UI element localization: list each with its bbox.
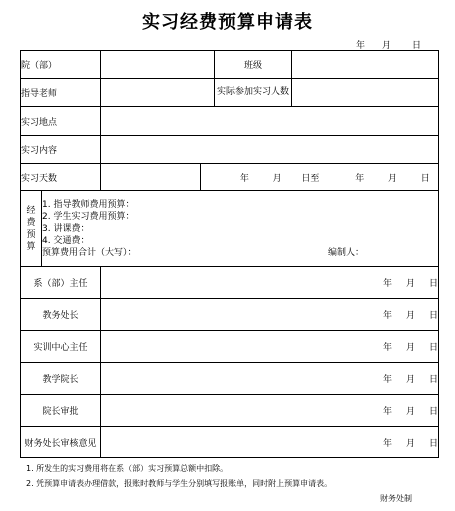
- budget-total-label: 预算费用合计（大写）：: [42, 247, 137, 258]
- budget-item: 2. 学生实习费用预算：: [42, 211, 135, 222]
- budget-item: 1. 指导教师费用预算：: [42, 199, 135, 210]
- approval-date[interactable]: 年 月 日: [101, 267, 439, 299]
- days-field[interactable]: [101, 164, 201, 191]
- days-range[interactable]: [201, 164, 439, 191]
- range-month-1: 月: [272, 173, 282, 184]
- approval-label: 教学院长: [21, 363, 101, 395]
- participants-field[interactable]: [292, 79, 439, 107]
- header-month: 月: [382, 41, 392, 51]
- advisor-label: 指导老师: [21, 79, 101, 107]
- participants-label: 实际参加实习人数: [215, 79, 292, 107]
- approval-label: 实训中心主任: [21, 331, 101, 363]
- budget-item: 3. 讲课费：: [42, 223, 90, 234]
- approval-label: 教务处长: [21, 299, 101, 331]
- approval-label: 院长审批: [21, 395, 101, 427]
- approval-date[interactable]: 年 月 日: [101, 395, 439, 427]
- content-field[interactable]: [101, 136, 439, 164]
- budget-side-label: 经 费 预 算: [21, 191, 42, 267]
- class-field[interactable]: [292, 51, 439, 79]
- department-label: 院（部）: [21, 51, 101, 79]
- header-year: 年: [356, 41, 366, 51]
- approval-date[interactable]: 年 月 日: [101, 331, 439, 363]
- approval-date[interactable]: 年 月 日: [101, 363, 439, 395]
- header-day: 日: [412, 41, 422, 51]
- department-field[interactable]: [101, 51, 215, 79]
- approval-date[interactable]: 年 月 日: [101, 299, 439, 331]
- advisor-field[interactable]: [101, 79, 215, 107]
- budget-form-table: [20, 50, 439, 458]
- prepared-by-label: 编制人：: [328, 247, 365, 258]
- range-day-1: 日至: [301, 173, 320, 184]
- range-year-1: 年: [239, 173, 249, 184]
- range-year-2: 年: [355, 173, 365, 184]
- budget-item: 4. 交通费：: [42, 235, 90, 246]
- approval-label: 系（部）主任: [21, 267, 101, 299]
- content-label: 实习内容: [21, 136, 101, 164]
- note-1: 1. 所发生的实习费用将在系（部）实习预算总额中扣除。: [26, 464, 229, 473]
- location-field[interactable]: [101, 107, 439, 136]
- class-label: 班级: [215, 51, 292, 79]
- range-month-2: 月: [387, 173, 397, 184]
- finance-office-signature: 财务处制: [380, 494, 412, 503]
- budget-items[interactable]: [42, 191, 439, 267]
- range-day-2: 日: [420, 173, 430, 184]
- note-2: 2. 凭预算申请表办理借款，报账时教师与学生分别填写报账单，同时附上预算申请表。: [26, 479, 333, 488]
- approval-label: 财务处长审核意见: [21, 427, 101, 458]
- approval-date[interactable]: 年 月 日: [101, 427, 439, 458]
- form-title: 实习经费预算申请表: [142, 12, 313, 33]
- days-label: 实习天数: [21, 164, 101, 191]
- location-label: 实习地点: [21, 107, 101, 136]
